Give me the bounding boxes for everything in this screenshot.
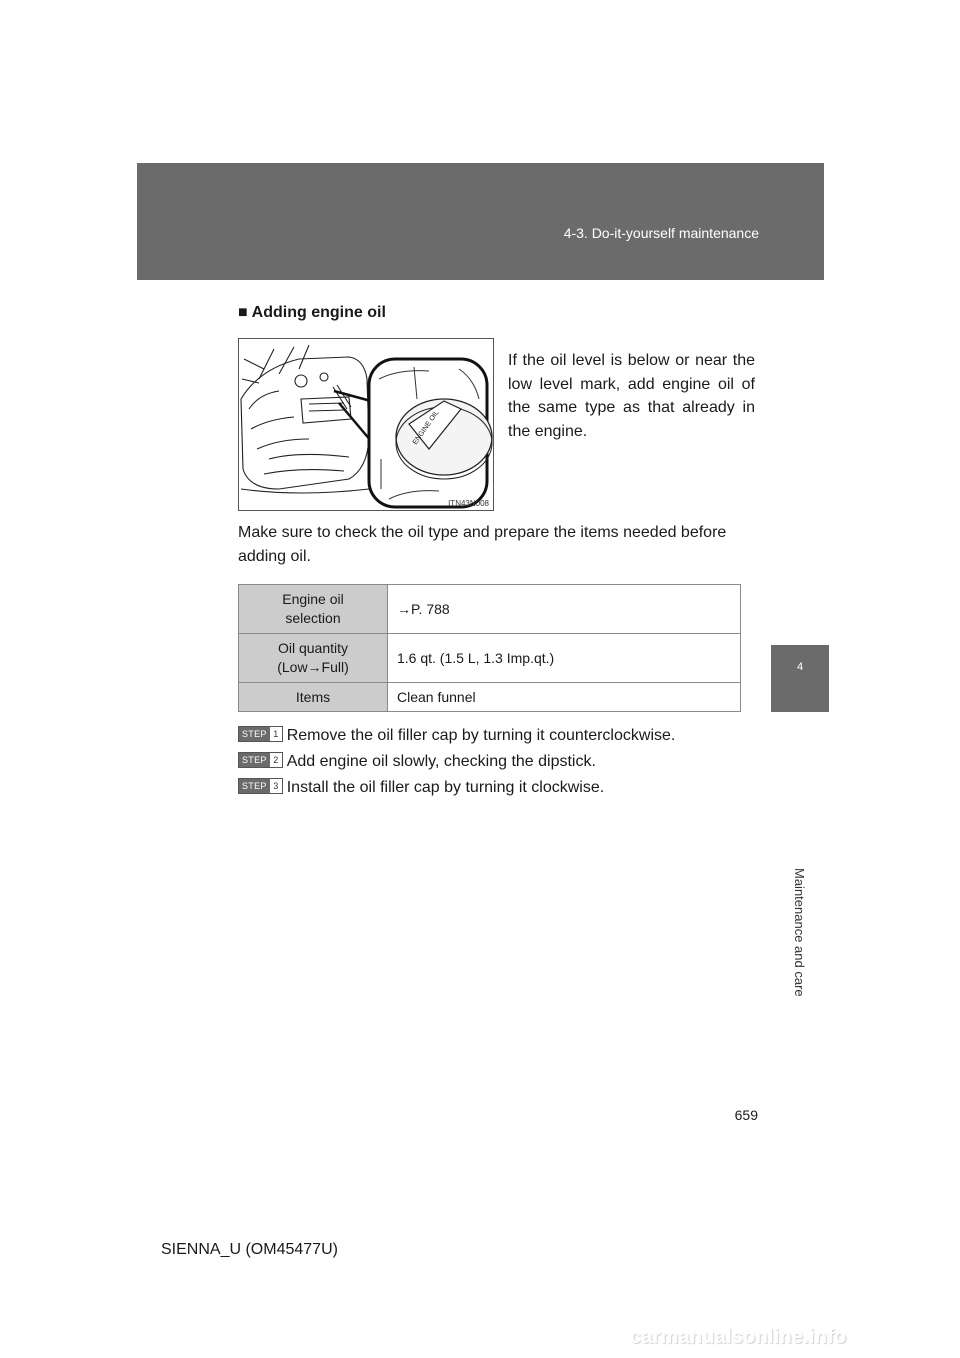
- step-list: [238, 725, 758, 803]
- page-number: 659: [734, 1107, 758, 1123]
- step-badge: [238, 778, 283, 794]
- engine-oil-selection-ref[interactable]: →P. 788: [388, 585, 741, 634]
- label-line: (Low→Full): [277, 659, 349, 675]
- table-row: [239, 634, 741, 683]
- step-badge: [238, 752, 283, 768]
- step-badge: [238, 726, 283, 742]
- step-text: Install the oil filler cap by turning it clockwise.: [286, 779, 605, 796]
- oil-spec-table: [238, 584, 741, 712]
- oil-quantity-value: 1.6 qt. (1.5 L, 1.3 Imp.qt.): [388, 634, 741, 683]
- step-number: 1: [270, 727, 282, 741]
- square-bullet-icon: ■: [238, 304, 248, 321]
- step-number: 2: [270, 753, 282, 767]
- label-line: Engine oil: [282, 591, 344, 607]
- table-row-label: [239, 634, 388, 683]
- section-heading: [238, 304, 386, 322]
- step-word: STEP: [239, 779, 270, 793]
- step-number: 3: [270, 779, 282, 793]
- chapter-label: [790, 720, 810, 997]
- section-heading-text: Adding engine oil: [251, 304, 386, 321]
- step-text: Add engine oil slowly, checking the dipstick.: [286, 753, 596, 770]
- document-id: SIENNA_U (OM45477U): [161, 1241, 338, 1258]
- table-row: [239, 683, 741, 712]
- table-row-label: [239, 585, 388, 634]
- chapter-label-text: Maintenance and care: [792, 868, 807, 997]
- step-word: STEP: [239, 753, 270, 767]
- table-row: [239, 585, 741, 634]
- step-word: STEP: [239, 727, 270, 741]
- engine-bay-drawing: [239, 339, 493, 510]
- cap-label: ENGINE OIL: [411, 409, 441, 447]
- step-item: [238, 751, 758, 777]
- items-value: Clean funnel: [388, 683, 741, 712]
- header-band: [137, 163, 824, 280]
- watermark[interactable]: carmanualsonline.info: [630, 1326, 847, 1348]
- label-line: selection: [285, 610, 341, 626]
- table-row-label: [239, 683, 388, 712]
- chapter-tab[interactable]: [771, 645, 829, 712]
- label-line: Oil quantity: [277, 640, 349, 656]
- intro-paragraph: If the oil level is below or near the low level mark, add engine oil of the same type as that already in the engine.: [508, 352, 755, 440]
- engine-oil-cap-illustration: [238, 338, 494, 511]
- step-text: Remove the oil filler cap by turning it counterclockwise.: [286, 727, 676, 744]
- preparation-paragraph: Make sure to check the oil type and prepare the items needed before adding oil.: [238, 524, 727, 565]
- step-item: [238, 777, 758, 803]
- step-item: [238, 725, 758, 751]
- chapter-number: 4: [796, 661, 804, 673]
- illustration-code: ITN43N008: [448, 499, 489, 508]
- label-line: Items: [295, 688, 331, 705]
- section-title: 4-3. Do-it-yourself maintenance: [563, 225, 759, 241]
